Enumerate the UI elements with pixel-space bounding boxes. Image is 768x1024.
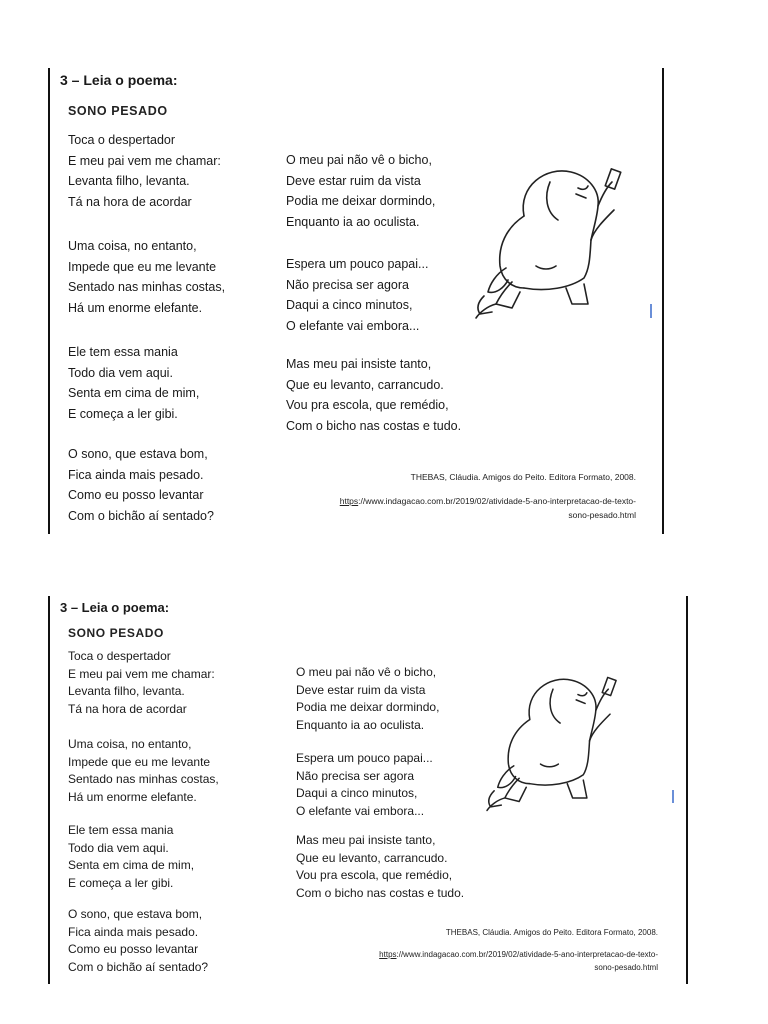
stanza-left-4 [68, 444, 214, 526]
poem-line: O elefante vai embora... [286, 318, 420, 333]
stanza-left-1 [68, 130, 221, 212]
poem-line: Ele tem essa mania [68, 345, 178, 359]
poem-line: Tá na hora de acordar [68, 194, 192, 209]
exercise-heading: 3 – Leia o poema: [60, 600, 170, 615]
poem-line: Fica ainda mais pesado. [68, 467, 204, 482]
poem-line: Há um enorme elefante. [68, 789, 197, 804]
poem-panel-1 [48, 68, 664, 534]
left-rule [48, 596, 50, 984]
poem-line: E meu pai vem me chamar: [68, 153, 221, 168]
stanza-right-1 [296, 664, 439, 734]
poem-line: Vou pra escola, que remédio, [286, 398, 449, 412]
poem-line: Com o bicho nas costas e tudo. [296, 885, 465, 900]
poem-line: Como eu posso levantar [68, 942, 199, 956]
poem-line: Todo dia vem aqui. [68, 365, 173, 380]
poem-line: E começa a ler gibi. [68, 406, 178, 421]
poem-title: SONO PESADO [68, 626, 164, 640]
poem-line: Impede que eu me levante [68, 259, 217, 274]
url-text: ://www.indagacao.com.br/2019/02/atividade-5-ano-interpretacao-de-texto- [358, 496, 636, 506]
poem-line: Que eu levanto, carrancudo. [286, 377, 444, 392]
poem-line: Não precisa ser agora [286, 277, 409, 292]
stanza-left-2 [68, 736, 219, 806]
stanza-left-1 [68, 648, 215, 718]
poem-line: Há um enorme elefante. [68, 300, 203, 315]
poem-line: Senta em cima de mim, [68, 858, 195, 872]
source-url [340, 494, 636, 522]
stanza-left-3 [68, 822, 194, 892]
poem-line: Enquanto ia ao oculista. [286, 214, 420, 229]
poem-line: Não precisa ser agora [296, 768, 415, 783]
stanza-right-2 [286, 254, 428, 336]
poem-title: SONO PESADO [68, 104, 168, 118]
exercise-heading: 3 – Leia o poema: [60, 72, 178, 88]
poem-line: Tá na hora de acordar [68, 701, 187, 716]
poem-line: Deve estar ruim da vista [296, 682, 426, 697]
poem-line: Uma coisa, no entanto, [68, 239, 197, 253]
poem-line: Com o bichão aí sentado? [68, 508, 214, 523]
stanza-right-3 [286, 354, 461, 436]
poem-line: E meu pai vem me chamar: [68, 666, 215, 681]
poem-line: Mas meu pai insiste tanto, [296, 833, 436, 847]
url-link-text[interactable]: https [339, 496, 359, 506]
stanza-left-3 [68, 342, 199, 424]
poem-line: Com o bicho nas costas e tudo. [286, 418, 462, 433]
text-cursor-marker [650, 304, 652, 318]
poem-line: Espera um pouco papai... [286, 257, 429, 271]
poem-line: O sono, que estava bom, [68, 447, 208, 461]
poem-panel-2 [48, 596, 688, 984]
poem-line: O elefante vai embora... [296, 803, 425, 818]
stanza-left-4 [68, 906, 208, 976]
source-credit: THEBAS, Cláudia. Amigos do Peito. Editora Formato, 2008. [445, 928, 658, 937]
poem-line: Toca o despertador [68, 649, 171, 663]
poem-line: Deve estar ruim da vista [286, 173, 421, 188]
elephant-illustration [466, 156, 634, 322]
poem-line: E começa a ler gibi. [68, 875, 174, 890]
url-link-text[interactable]: https [379, 950, 397, 959]
poem-line: Ele tem essa mania [68, 823, 174, 837]
source-credit: THEBAS, Cláudia. Amigos do Peito. Editora Formato, 2008. [410, 472, 636, 482]
poem-line: Toca o despertador [68, 133, 176, 147]
poem-line: O meu pai não vê o bicho, [296, 665, 437, 679]
stanza-right-3 [296, 832, 464, 902]
poem-line: Podia me deixar dormindo, [286, 194, 436, 208]
stanza-right-1 [286, 150, 435, 232]
elephant-illustration [478, 666, 628, 814]
poem-line: Todo dia vem aqui. [68, 840, 169, 855]
url-text-line-2: sono-pesado.html [568, 510, 636, 520]
poem-line: Daqui a cinco minutos, [296, 786, 418, 800]
poem-line: Que eu levanto, carrancudo. [296, 850, 448, 865]
poem-line: Podia me deixar dormindo, [296, 700, 440, 714]
text-cursor-marker [672, 790, 674, 803]
poem-line: O sono, que estava bom, [68, 907, 203, 921]
url-text: ://www.indagacao.com.br/2019/02/atividade-5-ano-interpretacao-de-texto- [396, 950, 658, 959]
poem-line: Uma coisa, no entanto, [68, 737, 192, 751]
poem-line: Como eu posso levantar [68, 488, 204, 502]
poem-line: Senta em cima de mim, [68, 386, 200, 400]
stanza-left-2 [68, 236, 225, 318]
poem-line: Levanta filho, levanta. [68, 174, 190, 188]
url-text-line-2: sono-pesado.html [594, 963, 658, 972]
left-rule [48, 68, 50, 534]
poem-line: Fica ainda mais pesado. [68, 924, 199, 939]
poem-line: Vou pra escola, que remédio, [296, 868, 453, 882]
right-rule [662, 68, 664, 534]
right-rule [686, 596, 688, 984]
source-url [379, 948, 658, 974]
poem-line: Enquanto ia ao oculista. [296, 717, 425, 732]
poem-line: Sentado nas minhas costas, [68, 772, 219, 786]
poem-line: Daqui a cinco minutos, [286, 298, 413, 312]
poem-line: Impede que eu me levante [68, 754, 211, 769]
poem-line: O meu pai não vê o bicho, [286, 153, 432, 167]
poem-line: Espera um pouco papai... [296, 751, 433, 765]
poem-line: Com o bichão aí sentado? [68, 959, 209, 974]
poem-line: Levanta filho, levanta. [68, 684, 185, 698]
poem-line: Sentado nas minhas costas, [68, 280, 226, 294]
stanza-right-2 [296, 750, 433, 820]
poem-line: Mas meu pai insiste tanto, [286, 357, 432, 371]
